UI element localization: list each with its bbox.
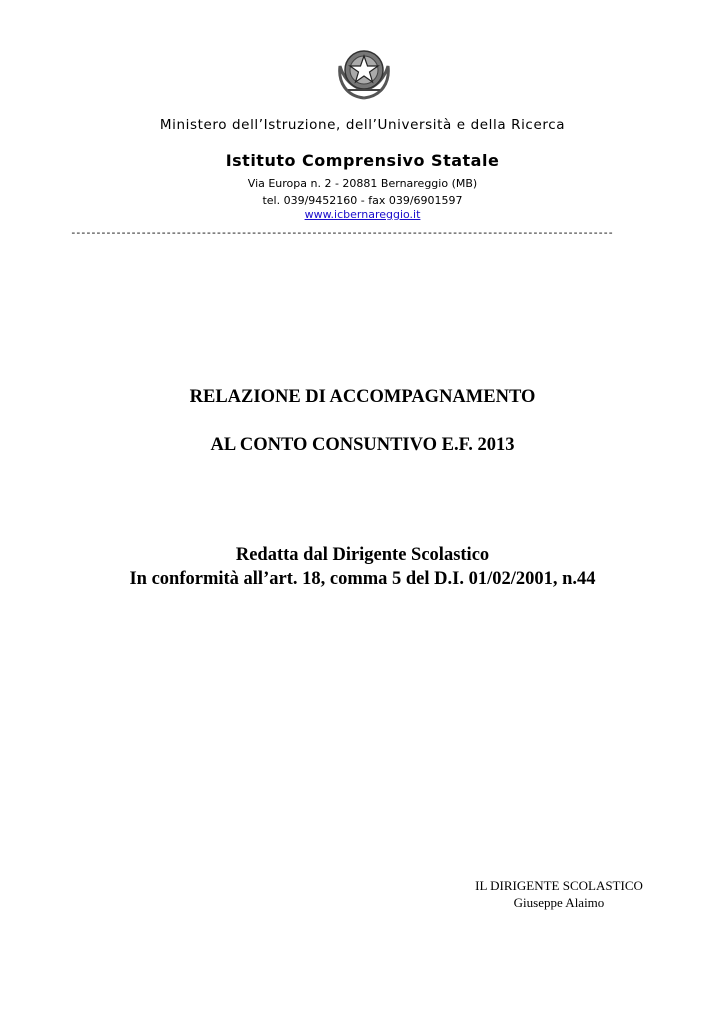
school-phone-fax: tel. 039/9452160 - fax 039/6901597 bbox=[262, 194, 463, 207]
document-title-line-2: AL CONTO CONSUNTIVO E.F. 2013 bbox=[210, 435, 515, 455]
school-name: Istituto Comprensivo Statale bbox=[225, 151, 500, 170]
italian-republic-emblem-icon bbox=[334, 42, 394, 102]
document-subtitle-line-2: In conformità all’art. 18, comma 5 del D.I. 01/02/2001, n.44 bbox=[129, 569, 596, 589]
ministry-name: Ministero dell’Istruzione, dell’Università e della Ricerca bbox=[159, 117, 566, 133]
document-title-line-1: RELAZIONE DI ACCOMPAGNAMENTO bbox=[189, 387, 536, 407]
signature-name: Giuseppe Alaimo bbox=[513, 895, 605, 910]
school-website-link[interactable]: www.icbernareggio.it bbox=[304, 208, 421, 221]
header-separator: ------------------------------------------------------------------------------------------------------------ bbox=[70, 226, 613, 239]
signature-role: IL DIRIGENTE SCOLASTICO bbox=[475, 878, 643, 893]
school-address: Via Europa n. 2 - 20881 Bernareggio (MB) bbox=[247, 177, 478, 190]
document-subtitle-line-1: Redatta dal Dirigente Scolastico bbox=[235, 545, 490, 565]
